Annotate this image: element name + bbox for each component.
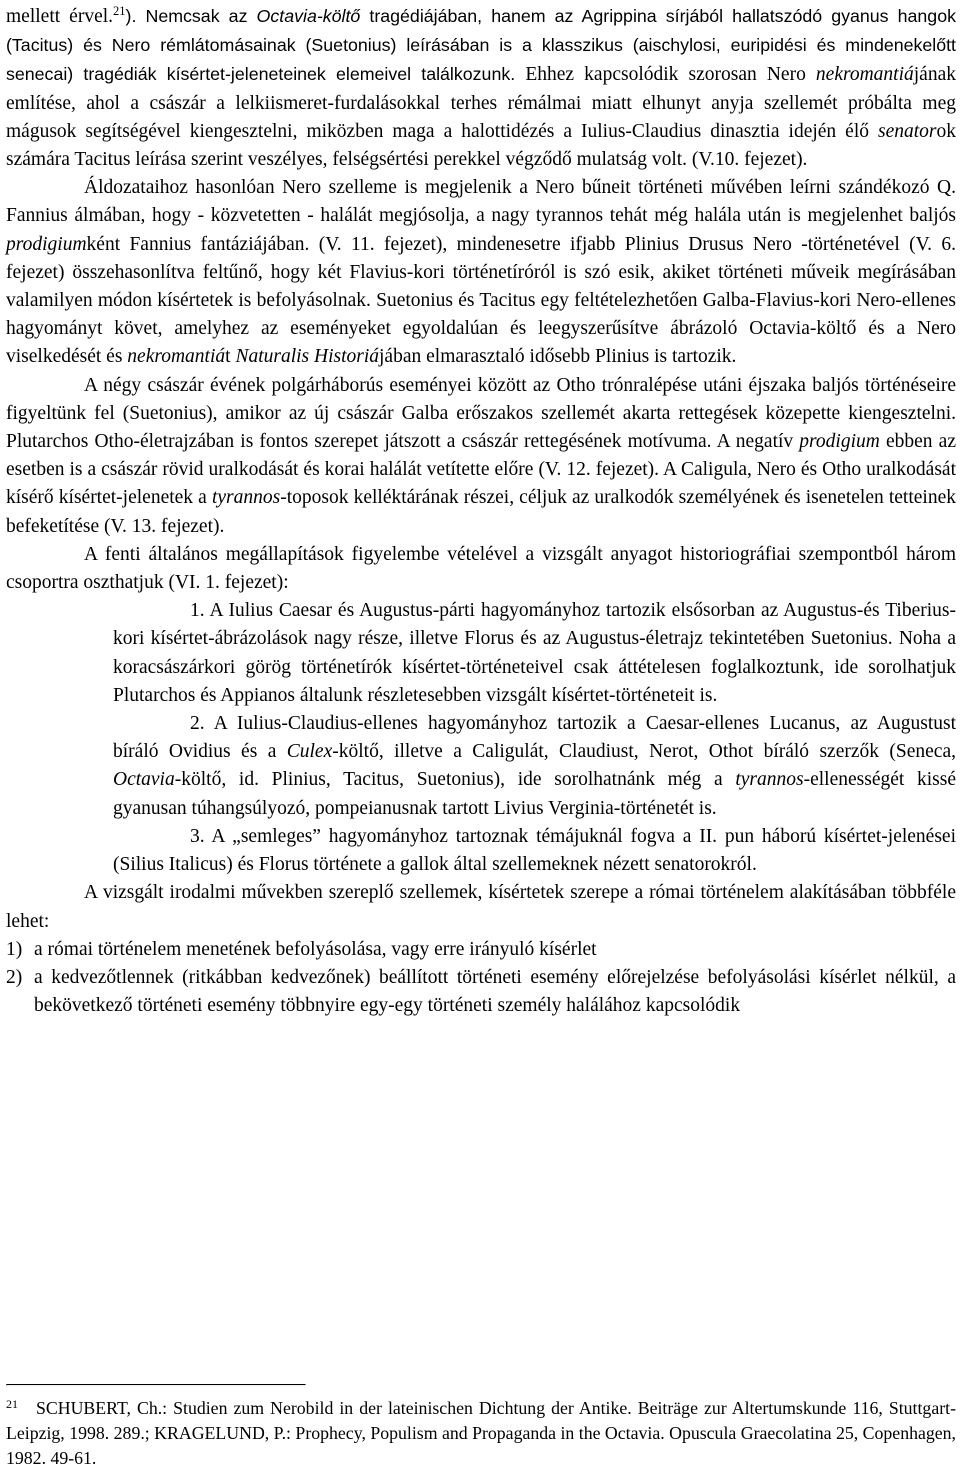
paragraph-nero-ghost-motifs: mellett érvel.$^{21}$). Nemcsak az Octavia-költő tragédiájában, hanem az Agrippina sírjából hallatszódó gyanus hangok (Tacitus) és Nero rémlátomásainak (Suetonius) leírásában is a klasszikus (aischylosi, euripidési és mindenekelőtt senecai) tragédiák kísértet-jeleneteinek elemeivel találkozunk. Ehhez kapcsolódik szorosan Nero nekromantiájának említése, ahol a császár a lelkiismeret-furdalásokkal terhes rémálmai miatt elhunyt anyja szellemét próbálta meg mágusok segítségével kiengesztelni, miközben maga a halottidézés a Iulius-Claudius dinasztia idején élő senatorok számára Tacitus leírása szerint veszélyes, felségsértési perekkel végződő mulatság volt. (V.10. fejezet).: [6, 4, 956, 171]
group-item-3: 3. A „semleges” hagyományhoz tartoznak témájuknál fogva a II. pun háború kísértet-jelenései (Silius Italicus) és Florus története a gallok által szellemeknek nézett senatorokról.: [113, 825, 956, 876]
footnote-separator: [6, 1384, 306, 1386]
paragraph-four-emperors: A négy császár évének polgárháborús eseményei között az Otho trónralépése utáni éjszaka baljós történéseire figyeltünk fel (Suetonius), amikor az új császár Galba erőszakos szellemét akarta rettegések közepette kiengesztelni. Plutarchos Otho-életrajzában is fontos szerepet játszott a császár rettegésének motívuma. A negatív prodigium ebben az esetben is a császár rövid uralkodását és korai halálát vetítette előre (V. 12. fejezet). A Caligula, Nero és Otho uralkodását kísérő kísértet-jelenetek a tyrannos-toposok kelléktárának részei, céljuk az uralkodók személyének és isenetelen tetteinek befeketítése (V. 13. fejezet).: [6, 374, 956, 537]
footnote-area: [6, 1384, 956, 1471]
paragraph-historiographic-groups: A fenti általános megállapítások figyelembe vételével a vizsgált anyagot historiográfiai szempontból három csoportra oszthatjuk (VI. 1. fejezet):: [6, 543, 956, 594]
role-list-item: 2) a kedvezőtlennek (ritkábban kedvezőnek) beállított történeti esemény előrejelzése befolyásolási kísérlet nélkül, a bekövetkező történeti esemény többnyire egy-egy történeti személy halálához kapcsolódik: [6, 966, 956, 1017]
paragraph-ghost-roles: A vizsgált irodalmi művekben szereplő szellemek, kísértetek szerepe a római történelem alakításában többféle lehet:: [6, 882, 956, 932]
document-page: [6, 0, 956, 1020]
role-list-item: 1) a római történelem menetének befolyásolása, vagy erre irányuló kísérlet: [6, 938, 597, 960]
footnote-21: $^{21}$ SCHUBERT, Ch.: Studien zum Nerobild in der lateinischen Dichtung der Antike. Beiträge zur Altertumskunde 116, Stuttgart-Leipzig, 1998. 289.; KRAGELUND, P.: Prophecy, Populism and Propaganda in the Octavia. Opuscula Graecolatina 25, Copenhagen, 1982. 49-61.: [6, 1397, 956, 1468]
footnote-reference[interactable]: 21: [113, 4, 126, 18]
group-item-1: 1. A Iulius Caesar és Augustus-párti hagyományhoz tartozik elsősorban az Augustus-és Tiberius-kori kísértet-ábrázolások nagy része, illetve Florus és az Augustus-életrajz tekintetében Suetonius. Noha a koracsászárkori görög történetírók kísértet-történeteivel csak áttételesen foglalkoztunk, ide sorolhatjuk Plutarchos és Appianos általunk részletesebben vizsgált kísértet-történeteit is.: [113, 600, 956, 706]
group-item-2: 2. A Iulius-Claudius-ellenes hagyományhoz tartozik a Caesar-ellenes Lucanus, az Augustust bíráló Ovidius és a Culex-költő, illetve a Caligulát, Claudiust, Nerot, Othot bíráló szerzők (Seneca, Octavia-költő, id. Plinius, Tacitus, Suetonius), ide sorolhatnánk még a tyrannos-ellenességét kissé gyanusan túhangsúlyozó, pompeianusnak tartott Livius Verginia-történetét is.: [113, 713, 957, 819]
paragraph-fannius-dream: Áldozataihoz hasonlóan Nero szelleme is megjelenik a Nero bűneit történeti művében leírni szándékozó Q. Fannius álmában, hogy - közvetetten - halálát megjósolja, a nagy tyrannos tehát még halála után is megjelenhet baljós prodigiumként Fannius fantáziájában. (V. 11. fejezet), mindenesetre ifjabb Plinius Drusus Nero -történetével (V. 6. fejezet) összehasonlítva feltűnő, hogy két Flavius-kori történetíróról is szó esik, akiket történeti műveik megírásában valamilyen módon kísértetek is befolyásolnak. Suetonius és Tacitus egy feltételezhetően Galba-Flavius-kori Nero-ellenes hagyományt követ, amelyhez az eseményeket egyoldalúan és leegyszerűsítve ábrázoló Octavia-költő és a Nero viselkedését és nekromantiát Naturalis Historiájában elmarasztaló idősebb Plinius is tartozik.: [6, 177, 956, 368]
